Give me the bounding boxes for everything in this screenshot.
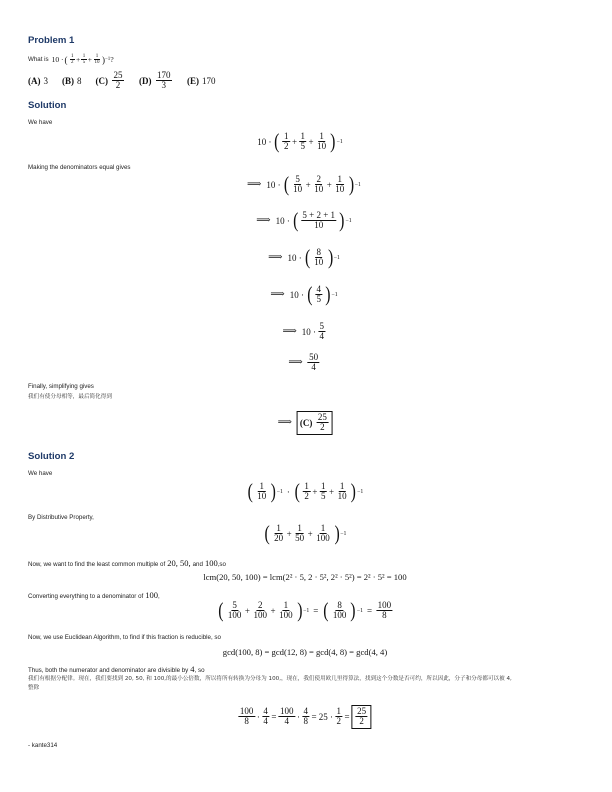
choice-d[interactable]: (D) $\frac{170}{3}$: [139, 70, 171, 91]
solution-2-cjk-note-2: 整除: [28, 685, 40, 691]
solution-we-have: We have: [28, 119, 53, 126]
solution-cjk-note: 我们有使分母相等，最后简化得到: [28, 394, 112, 400]
equation-original: 10 · ( $\frac{1}{2}$ + $\frac{1}{5}$ + $\frac{1}{10}$ ) −1: [257, 129, 343, 153]
equation-s2-distributed: ( $\frac{1}{20}$ + $\frac{1}{50}$ + $\frac{1}{100}$ ) −1: [264, 521, 347, 545]
lcm-equation: lcm(20, 50, 100) = lcm(2² · 5, 2 · 5², 2² · 5²) = 2² · 5² = 100: [203, 572, 407, 582]
problem-question: [28, 54, 114, 66]
final-answer-box: (C) $\frac{25}{2}$: [297, 411, 333, 435]
equation-step-5: ⟹ 10 · $\frac{5}{4}$: [282, 321, 325, 342]
solution-2-cjk-note-1: 我们有根据分配律。现在，我们要找到 20, 50, 和 100,的最小公倍数，所以将所有转换为分母为 100,，现在，我们使用欧几里得算法，找到这个分数是否可约，所以因此，分子和分母都可以被 4,: [28, 676, 512, 682]
gcd-equation: gcd(100, 8) = gcd(12, 8) = gcd(4, 8) = gcd(4, 4): [222, 647, 388, 657]
equation-step-4: ⟹ 10 · ( $\frac{4}{5}$ ) −1: [270, 282, 338, 306]
choice-b[interactable]: (B) 8: [62, 75, 82, 86]
final-equation-s2: $\frac{100}{8}$ · $\frac{4}{4}$ = $\frac{100}{4}$ · $\frac{4}{8}$ = 25 · $\frac{1}{2}$ = $\frac{25}{2}$: [237, 705, 372, 729]
distributive-text: By Distributive Property,: [28, 514, 94, 521]
question-prefix: What is: [28, 56, 49, 64]
author-credit: - kante314: [28, 742, 58, 749]
equation-step-2: ⟹ 10 · ( $\frac{5 + 2 + 1}{10}$ ) −1: [256, 208, 352, 232]
equation-s2-original: ( $\frac{1}{10}$ ) −1 · ( $\frac{1}{2}$ + $\frac{1}{5}$ + $\frac{1}{10}$ ) −1: [247, 479, 364, 503]
convert-equation: ( $\frac{5}{100}$ + $\frac{2}{100}$ + $\frac{1}{100}$ ) −1 = ( $\frac{8}{100}$ ) −1 = $\frac{100}{8}$: [218, 598, 392, 622]
problem-heading: Problem 1: [28, 35, 75, 46]
answer-choices: [28, 71, 230, 91]
equation-step-1: ⟹ 10 · ( $\frac{5}{10}$ + $\frac{2}{10}$ + $\frac{1}{10}$ ) −1: [247, 172, 361, 196]
equal-denominators-text: Making the denominators equal gives: [28, 164, 131, 171]
convert-text: Converting everything to a denominator of 100 ,: [28, 590, 160, 600]
solution-heading: Solution: [28, 100, 67, 111]
final-answer-box-s2: $\frac{25}{2}$: [352, 705, 372, 729]
equation-step-6: ⟹ $\frac{50}{4}$: [288, 352, 319, 373]
finally-text: Finally, simplifying gives: [28, 383, 94, 390]
choice-c[interactable]: (C) $\frac{25}{2}$: [95, 70, 123, 91]
solution-2-we-have: We have: [28, 470, 53, 477]
choice-a[interactable]: (A) 3: [28, 75, 48, 86]
choice-e[interactable]: (E) 170: [187, 75, 216, 86]
equation-step-3: ⟹ 10 · ( $\frac{8}{10}$ ) −1: [268, 245, 340, 269]
lcm-intro-text: Now, we want to find the least common multiple of 20, 50, and 100 ,so: [28, 558, 226, 568]
divisible-text: Thus, both the numerator and denominator are divisible by 4 , so: [28, 664, 205, 674]
question-expression: 10 · ( $\frac{1}{2}$ + $\frac{1}{5}$ + $\frac{1}{10}$ ) −1 ?: [51, 54, 114, 66]
solution-2-heading: Solution 2: [28, 451, 75, 462]
euclid-text: Now, we use Euclidean Algorithm, to find if this fraction is reducible, so: [28, 634, 221, 641]
final-answer: ⟹ (C) $\frac{25}{2}$: [277, 411, 334, 435]
